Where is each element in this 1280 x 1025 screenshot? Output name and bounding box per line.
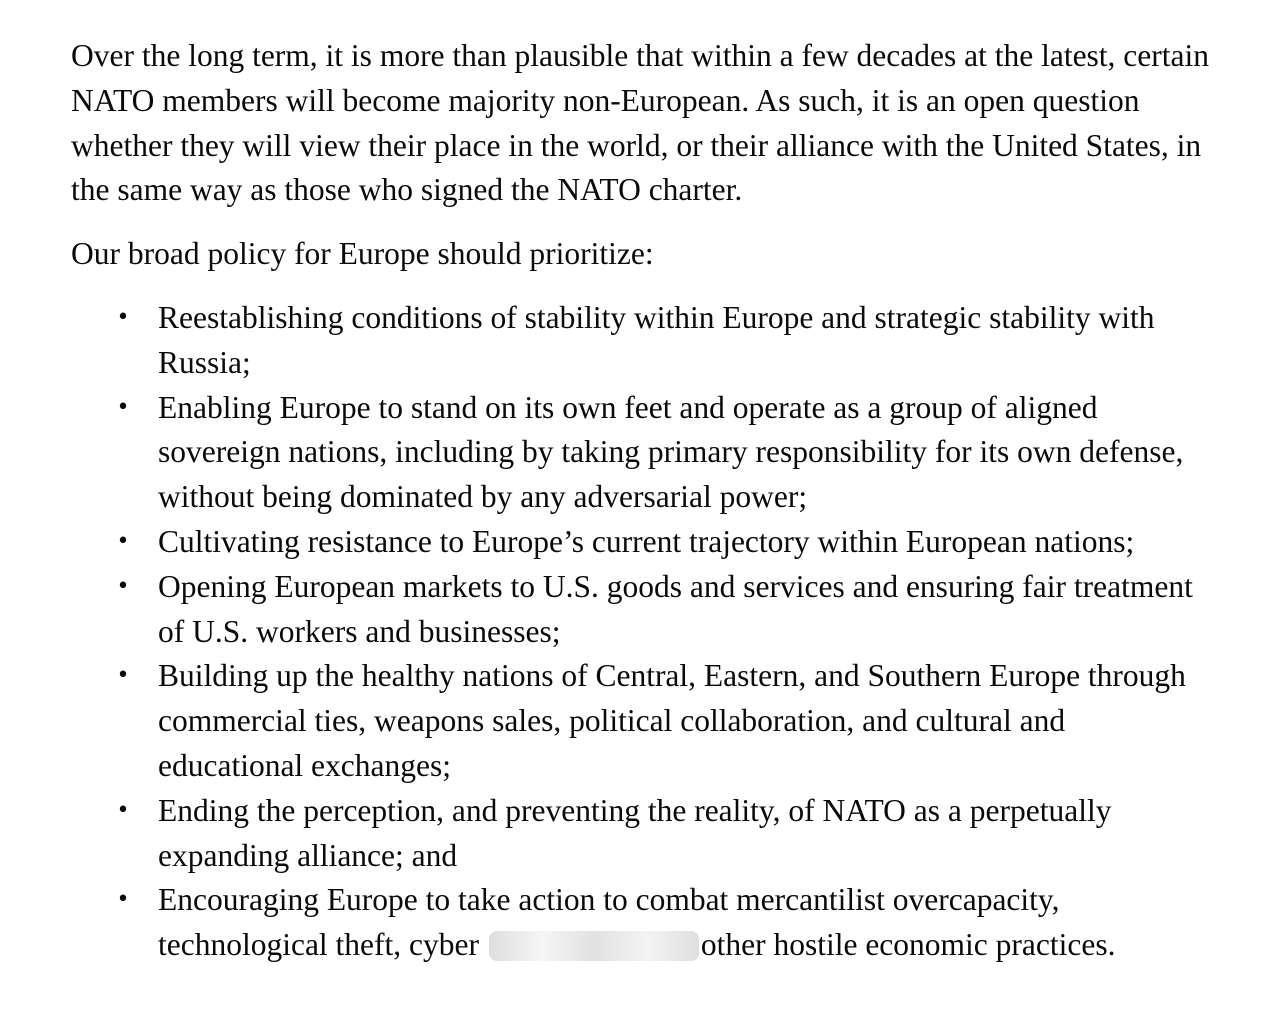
list-item-text: Building up the healthy nations of Central, Eastern, and Southern Europe through commercial ties, weapons sales, political collaboration, and cultural and educational exchanges;	[158, 658, 1186, 783]
list-item-text: Opening European markets to U.S. goods and services and ensuring fair treatment of U.S. workers and businesses;	[158, 568, 1193, 649]
list-item	[71, 654, 1211, 788]
bullet-icon: •	[116, 394, 130, 420]
document-page	[71, 34, 1211, 968]
list-item-text: Enabling Europe to stand on its own feet and operate as a group of aligned sovereign nations, including by taking primary responsibility for its own defense, without being dominated by any adversarial power;	[158, 389, 1184, 515]
list-item-text: Cultivating resistance to Europe’s current trajectory within European nations;	[158, 523, 1135, 559]
list-item	[71, 296, 1211, 386]
list-item	[71, 789, 1211, 879]
list-item	[71, 520, 1211, 565]
bullet-icon: •	[116, 528, 130, 554]
watermark-redaction-overlay	[489, 931, 699, 961]
list-item-text: Ending the perception, and preventing the reality, of NATO as a perpetually expanding alliance; and	[158, 792, 1112, 873]
bullet-icon: •	[116, 797, 130, 823]
bullet-icon: •	[116, 887, 130, 913]
list-item	[71, 878, 1211, 968]
list-item-text-before-redaction: Encouraging Europe to take action to combat mercantilist overcapacity, technological theft, cyber	[158, 882, 1060, 963]
bullet-icon: •	[116, 304, 130, 330]
list-item-text-after-redaction: other hostile economic practices.	[700, 927, 1116, 963]
list-item	[71, 386, 1211, 520]
intro-paragraph: Over the long term, it is more than plausible that within a few decades at the latest, certain NATO members will become majority non-European. As such, it is an open question whether they will view their place in the world, or their alliance with the United States, in the same way as those who signed the NATO charter.	[71, 38, 1209, 208]
list-item-text: Reestablishing conditions of stability within Europe and strategic stability with Russia;	[158, 299, 1155, 380]
policy-lead-in: Our broad policy for Europe should prioritize:	[71, 236, 654, 272]
list-item	[71, 565, 1211, 655]
policy-priorities-list	[71, 296, 1211, 968]
bullet-icon: •	[116, 573, 130, 599]
bullet-icon: •	[116, 663, 130, 689]
